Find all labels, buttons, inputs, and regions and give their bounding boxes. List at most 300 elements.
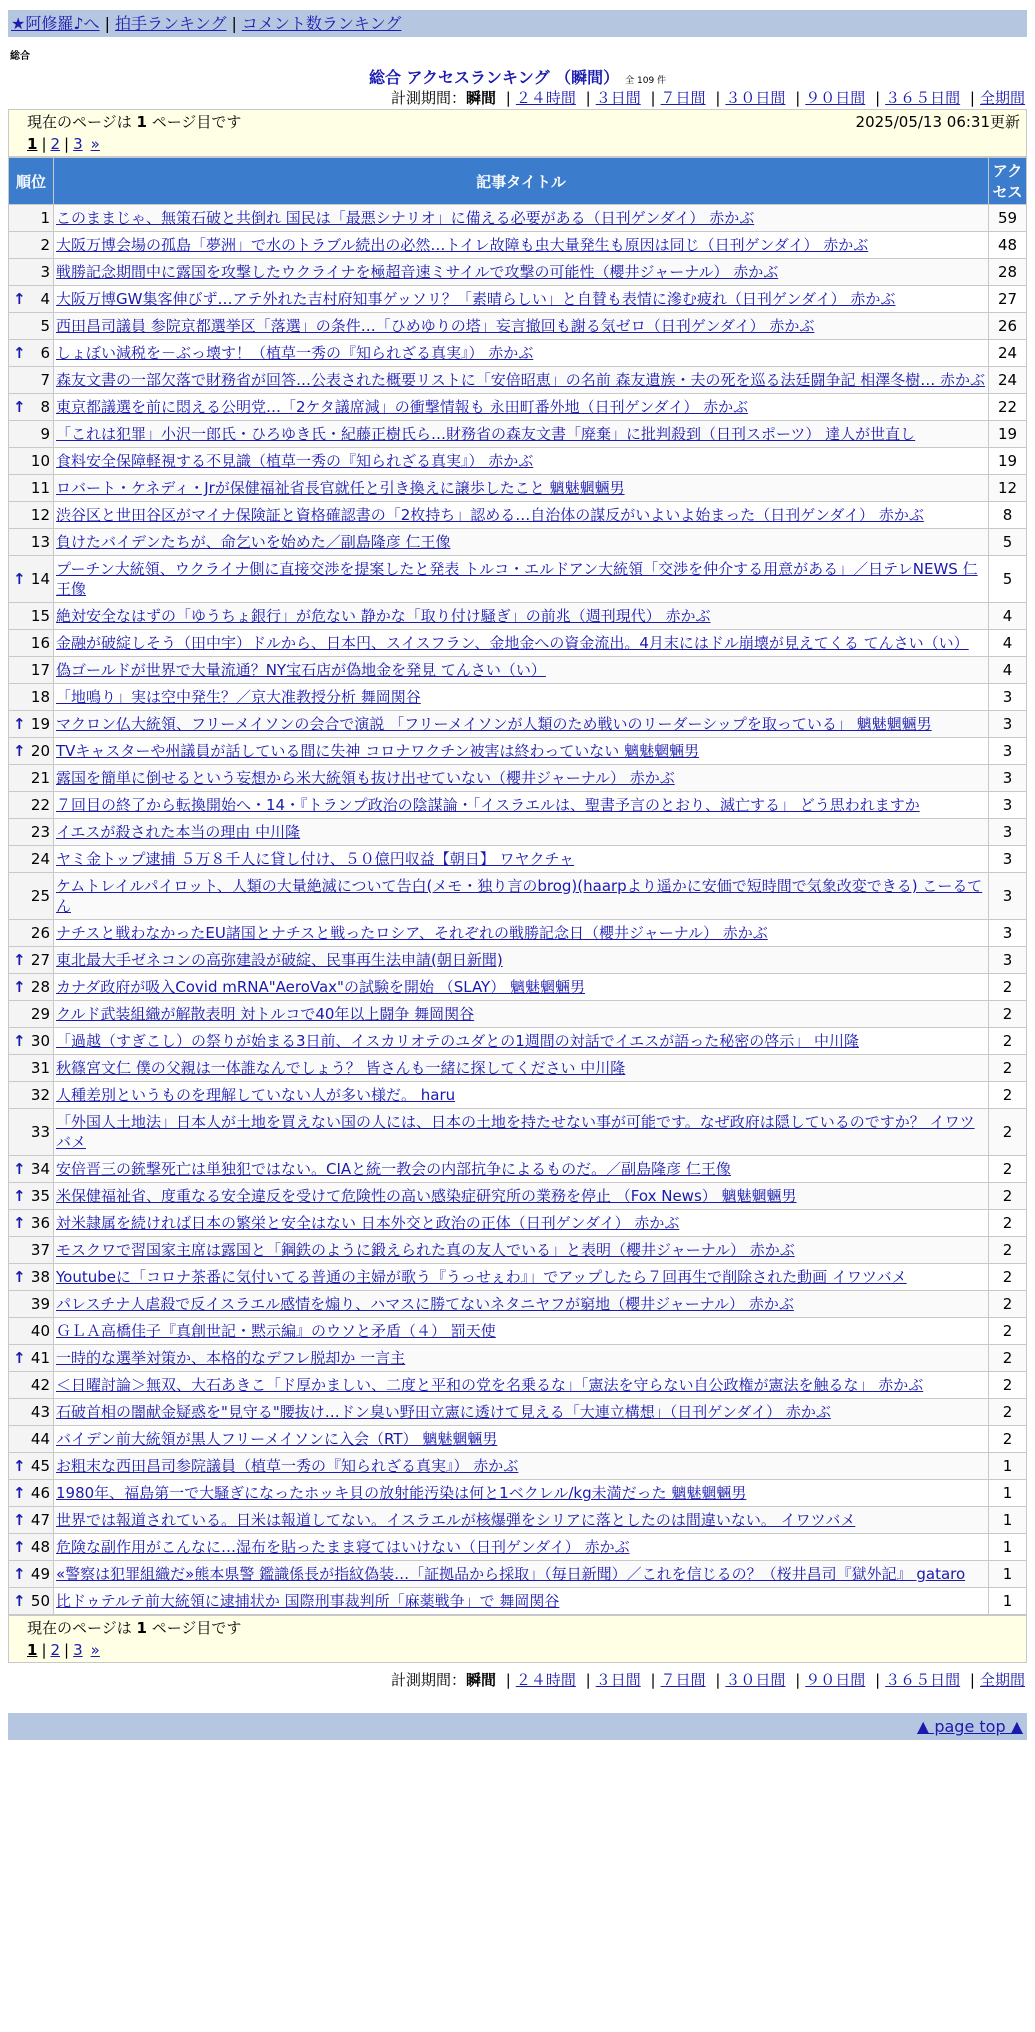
- access-count: 2: [989, 1156, 1027, 1183]
- article-title-link[interactable]: バイデン前大統領が黒人フリーメイソンに入会（RT） 魑魅魍魎男: [56, 1430, 498, 1448]
- rank-cell: [9, 1264, 54, 1291]
- rank-cell: [9, 684, 54, 711]
- rank-number: 1: [40, 209, 50, 227]
- rank-cell: [9, 920, 54, 947]
- table-row: [9, 529, 1027, 556]
- title-cell: [54, 1001, 989, 1028]
- rank-number: 39: [30, 1295, 50, 1313]
- access-count: 3: [989, 819, 1027, 846]
- period-3d-link[interactable]: ３日間: [595, 89, 641, 107]
- table-row: [9, 421, 1027, 448]
- access-count: 2: [989, 1372, 1027, 1399]
- access-count: 3: [989, 765, 1027, 792]
- article-title-link[interactable]: 渋谷区と世田谷区がマイナ保険証と資格確認書の「2枚持ち」認める…自治体の謀反がいよいよ始まった（日刊ゲンダイ） 赤かぶ: [56, 506, 924, 524]
- article-title-link[interactable]: マクロン仏大統領、フリーメイソンの会合で演説 「フリーメイソンが人類のため戦いのリーダーシップを取っている」 魑魅魍魎男: [56, 715, 932, 733]
- title-cell: [54, 765, 989, 792]
- table-row: [9, 1183, 1027, 1210]
- rank-up-arrow-icon: ↑: [13, 344, 26, 362]
- article-title-link[interactable]: ヤミ金トップ逮捕 ５万８千人に貸し付け、５０億円収益【朝日】 ワヤクチャ: [56, 850, 575, 868]
- access-count: 2: [989, 1237, 1027, 1264]
- rank-number: 40: [30, 1322, 50, 1340]
- article-title-link[interactable]: クルド武装組織が解散表明 対トルコで40年以上闘争 舞岡関谷: [56, 1005, 475, 1023]
- site-label: 総合: [10, 51, 30, 62]
- table-row: [9, 1082, 1027, 1109]
- table-row: [9, 313, 1027, 340]
- rank-number: 10: [30, 452, 50, 470]
- article-title-link[interactable]: 露国を簡単に倒せるという妄想から米大統領も抜け出せていない（櫻井ジャーナル） 赤かぶ: [56, 769, 675, 787]
- access-count: 2: [989, 1183, 1027, 1210]
- rank-up-arrow-icon: ↑: [13, 398, 26, 416]
- title-cell: [54, 1453, 989, 1480]
- access-count: 1: [989, 1507, 1027, 1534]
- access-count: 59: [989, 205, 1027, 232]
- rank-cell: [9, 313, 54, 340]
- article-title-link[interactable]: プーチン大統領、ウクライナ側に直接交渉を提案したと発表 トルコ・エルドアン大統領「交渉を仲介する用意がある」／日テレNEWS 仁王像: [56, 560, 978, 598]
- rank-cell: [9, 1426, 54, 1453]
- article-title-link[interactable]: 「過越（すぎこし）の祭りが始まる3日前、イスカリオテのユダとの1週間の対話でイエスが語った秘密の啓示」 中川隆: [56, 1032, 859, 1050]
- rank-cell: [9, 1399, 54, 1426]
- title-cell: [54, 1507, 989, 1534]
- rank-cell: [9, 1561, 54, 1588]
- rank-number: 32: [30, 1086, 50, 1104]
- rank-up-arrow-icon: ↑: [13, 1511, 26, 1529]
- rank-cell: [9, 421, 54, 448]
- title-cell: [54, 846, 989, 873]
- rank-number: 18: [30, 688, 50, 706]
- rank-cell: [9, 205, 54, 232]
- rank-cell: [9, 1588, 54, 1615]
- top-nav: ★阿修羅♪へ | 拍手ランキング | コメント数ランキング: [8, 10, 1027, 37]
- title-cell: [54, 1318, 989, 1345]
- period-30d-link[interactable]: ３０日間: [725, 1671, 786, 1689]
- rank-number: 37: [30, 1241, 50, 1259]
- title-cell: [54, 475, 989, 502]
- rank-number: 34: [30, 1160, 50, 1178]
- table-row: [9, 232, 1027, 259]
- table-row: [9, 1055, 1027, 1082]
- current-page-text-bottom: 現在のページは 1 ページ目です: [27, 1619, 242, 1637]
- table-row: [9, 205, 1027, 232]
- title-cell: [54, 1237, 989, 1264]
- access-count: 4: [989, 603, 1027, 630]
- table-row: [9, 819, 1027, 846]
- rank-number: 44: [30, 1430, 50, 1448]
- title-cell: [54, 259, 989, 286]
- access-count: 3: [989, 947, 1027, 974]
- rank-cell: [9, 1507, 54, 1534]
- access-count: 1: [989, 1561, 1027, 1588]
- rank-up-arrow-icon: ↑: [13, 742, 26, 760]
- article-title-link[interactable]: 西田昌司議員 参院京都選挙区「落選」の条件…「ひめゆりの塔」妄言撤回も謝る気ゼロ（日刊ゲンダイ） 赤かぶ: [56, 317, 815, 335]
- rank-cell: [9, 286, 54, 313]
- rank-cell: [9, 556, 54, 603]
- page-2-link[interactable]: 2: [50, 1641, 61, 1659]
- title-cell: [54, 1399, 989, 1426]
- article-title-link[interactable]: 秋篠宮文仁 僕の父親は一体誰なんでしょう？ 皆さんも一緒に探してください 中川隆: [56, 1059, 626, 1077]
- next-page-link[interactable]: »: [90, 135, 100, 153]
- rank-number: 23: [30, 823, 50, 841]
- access-count: 2: [989, 1318, 1027, 1345]
- title-cell: [54, 1345, 989, 1372]
- article-title-link[interactable]: カナダ政府が吸入Covid mRNA"AeroVax"の試験を開始 （SLAY） 魑魅魍魎男: [56, 978, 585, 996]
- rank-cell: [9, 1028, 54, 1055]
- access-count: 3: [989, 846, 1027, 873]
- nav-clap-ranking-link[interactable]: 拍手ランキング: [114, 14, 227, 33]
- period-365d-link[interactable]: ３６５日間: [885, 1671, 961, 1689]
- table-row: [9, 1291, 1027, 1318]
- rank-cell: [9, 1318, 54, 1345]
- access-count: 4: [989, 630, 1027, 657]
- rank-up-arrow-icon: ↑: [13, 951, 26, 969]
- article-title-link[interactable]: 偽ゴールドが世界で大量流通？NY宝石店が偽地金を発見 てんさい（い）: [56, 661, 546, 679]
- article-title-link[interactable]: パレスチナ人虐殺で反イスラエル感情を煽り、ハマスに勝てないネタニヤフが窮地（櫻井ジャーナル） 赤かぶ: [56, 1295, 794, 1313]
- table-row: [9, 286, 1027, 313]
- access-count: 28: [989, 259, 1027, 286]
- page-title-text: 総合 アクセスランキング （瞬間）: [368, 68, 620, 87]
- rank-cell: [9, 1210, 54, 1237]
- rank-cell: [9, 367, 54, 394]
- table-row: [9, 1318, 1027, 1345]
- rank-cell: [9, 630, 54, 657]
- title-cell: [54, 232, 989, 259]
- period-label: 計測期間：: [390, 89, 466, 107]
- access-count: 2: [989, 1426, 1027, 1453]
- rank-number: 47: [30, 1511, 50, 1529]
- rank-number: 14: [30, 570, 50, 588]
- title-cell: [54, 1109, 989, 1156]
- rank-number: 6: [40, 344, 50, 362]
- article-title-link[interactable]: 絶対安全なはずの「ゆうちょ銀行」が危ない 静かな「取り付け騒ぎ」の前兆（週刊現代） 赤かぶ: [56, 607, 711, 625]
- rank-number: 24: [30, 850, 50, 868]
- rank-cell: [9, 340, 54, 367]
- access-count: 24: [989, 367, 1027, 394]
- rank-up-arrow-icon: ↑: [13, 570, 26, 588]
- article-title-link[interactable]: ロバート・ケネディ・Jrが保健福祉省長官就任と引き換えに譲歩したこと 魑魅魍魎男: [56, 479, 625, 497]
- access-count: 3: [989, 711, 1027, 738]
- rank-number: 27: [30, 951, 50, 969]
- article-title-link[interactable]: 比ドゥテルテ前大統領に逮捕状か 国際刑事裁判所「麻薬戦争」で 舞岡関谷: [56, 1592, 560, 1610]
- table-row: [9, 1534, 1027, 1561]
- rank-cell: [9, 502, 54, 529]
- period-7d-link[interactable]: ７日間: [660, 89, 706, 107]
- article-title-link[interactable]: 1980年、福島第一で大騒ぎになったホッキ貝の放射能汚染は何と1ベクレル/kg未満だった 魑魅魍魎男: [56, 1484, 747, 1502]
- article-title-link[interactable]: お粗末な西田昌司参院議員（植草一秀の『知られざる真実』） 赤かぶ: [56, 1457, 519, 1475]
- article-title-link[interactable]: ナチスと戦わなかったEU諸国とナチスと戦ったロシア、それぞれの戦勝記念日（櫻井ジャーナル） 赤かぶ: [56, 924, 768, 942]
- title-cell: [54, 630, 989, 657]
- rank-number: 7: [40, 371, 50, 389]
- title-cell: [54, 792, 989, 819]
- article-title-link[interactable]: TVキャスターや州議員が話している間に失神 コロナワクチン被害は終わっていない 魑魅魍魎男: [56, 742, 700, 760]
- article-title-link[interactable]: 石破首相の闇献金疑惑を"見守る"腰抜け…ドン臭い野田立憲に透けて見える「大連立構想」（日刊ゲンダイ） 赤かぶ: [56, 1403, 831, 1421]
- period-30d-link[interactable]: ３０日間: [725, 89, 786, 107]
- article-title-link[interactable]: 人種差別というものを理解していない人が多い様だ。 haru: [56, 1086, 456, 1104]
- article-title-link[interactable]: モスクワで習国家主席は露国と「鋼鉄のように鍛えられた真の友人でいる」と表明（櫻井ジャーナル） 赤かぶ: [56, 1241, 795, 1259]
- rank-cell: [9, 974, 54, 1001]
- article-title-link[interactable]: 森友文書の一部欠落で財務省が回答…公表された概要リストに「安倍昭恵」の名前 森友遺族・夫の死を巡る法廷闘争記 相澤冬樹… 赤かぶ: [56, 371, 986, 389]
- rank-number: 15: [30, 607, 50, 625]
- title-cell: [54, 1534, 989, 1561]
- rank-cell: [9, 603, 54, 630]
- rank-up-arrow-icon: ↑: [13, 1457, 26, 1475]
- period-3d-link[interactable]: ３日間: [595, 1671, 641, 1689]
- rank-up-arrow-icon: ↑: [13, 1565, 26, 1583]
- rank-number: 38: [30, 1268, 50, 1286]
- title-cell: [54, 1480, 989, 1507]
- page-1-link[interactable]: 1: [27, 1641, 38, 1659]
- article-title-link[interactable]: Youtubeに「コロナ茶番に気付いてる普通の主婦が歌う『うっせぇわ』」でアップしたら７回再生で削除された動画 イワツバメ: [56, 1268, 907, 1286]
- rank-number: 3: [40, 263, 50, 281]
- article-title-link[interactable]: ケムトレイルパイロット、人類の大量絶滅について告白(メモ・独り言のbrog)(haarpより遥かに安価で短時間で気象改変できる) こーるてん: [56, 877, 983, 915]
- table-row: [9, 1507, 1027, 1534]
- rank-cell: [9, 394, 54, 421]
- article-title-link[interactable]: 米保健福祉省、度重なる安全違反を受けて危険性の高い感染症研究所の業務を停止 （Fox News） 魑魅魍魎男: [56, 1187, 797, 1205]
- article-title-link[interactable]: 戦勝記念期間中に露国を攻撃したウクライナを極超音速ミサイルで攻撃の可能性（櫻井ジャーナル） 赤かぶ: [56, 263, 779, 281]
- access-count: 1: [989, 1588, 1027, 1615]
- article-title-link[interactable]: ＜日曜討論＞無双、大石あきこ「ド厚かましい、二度と平和の党を名乗るな」「憲法を守らない自公政権が憲法を触るな」 赤かぶ: [56, 1376, 924, 1394]
- article-title-link[interactable]: 大阪万博GW集客伸びず…アテ外れた吉村府知事ゲッソリ？「素晴らしい」と自賛も表情に滲む疲れ（日刊ゲンダイ） 赤かぶ: [56, 290, 896, 308]
- access-count: 3: [989, 920, 1027, 947]
- access-count: 2: [989, 1210, 1027, 1237]
- table-row: [9, 1028, 1027, 1055]
- rank-number: 2: [40, 236, 50, 254]
- title-cell: [54, 1156, 989, 1183]
- rank-cell: [9, 657, 54, 684]
- title-cell: [54, 1588, 989, 1615]
- table-row: [9, 1453, 1027, 1480]
- title-cell: [54, 1426, 989, 1453]
- article-title-link[interactable]: 大阪万博会場の孤島「夢洲」で水のトラブル続出の必然…トイレ故障も虫大量発生も原因は同じ（日刊ゲンダイ） 赤かぶ: [56, 236, 869, 254]
- rank-up-arrow-icon: ↑: [13, 978, 26, 996]
- rank-number: 22: [30, 796, 50, 814]
- title-cell: [54, 205, 989, 232]
- table-row: [9, 684, 1027, 711]
- period-7d-link[interactable]: ７日間: [660, 1671, 706, 1689]
- article-title-link[interactable]: 世界では報道されている。日米は報道してない。イスラエルが核爆弾をシリアに落としたのは間違いない。 イワツバメ: [56, 1511, 856, 1529]
- access-count: 2: [989, 1345, 1027, 1372]
- table-row: [9, 603, 1027, 630]
- title-cell: [54, 421, 989, 448]
- total-count: 全 109 件: [625, 76, 667, 86]
- table-row: [9, 502, 1027, 529]
- period-90d-link[interactable]: ９０日間: [805, 89, 866, 107]
- rank-cell: [9, 947, 54, 974]
- rank-number: 8: [40, 398, 50, 416]
- pagination-top: 1 | 2 | 3 »: [27, 135, 100, 153]
- col-title-header: 記事タイトル: [54, 158, 989, 205]
- updated-timestamp: 2025/05/13 06:31更新: [855, 113, 1020, 131]
- rank-number: 45: [30, 1457, 50, 1475]
- access-count: 26: [989, 313, 1027, 340]
- rank-cell: [9, 1109, 54, 1156]
- article-title-link[interactable]: 金融が破綻しそう（田中宇）ドルから、日本円、スイスフラン、金地金への資金流出。4月末にはドル崩壊が見えてくる てんさい（い）: [56, 634, 969, 652]
- title-cell: [54, 448, 989, 475]
- access-count: 3: [989, 792, 1027, 819]
- table-row: [9, 340, 1027, 367]
- access-count: 2: [989, 1055, 1027, 1082]
- title-cell: [54, 313, 989, 340]
- access-count: 4: [989, 657, 1027, 684]
- rank-up-arrow-icon: ↑: [13, 1160, 26, 1178]
- access-count: 22: [989, 394, 1027, 421]
- table-row: [9, 475, 1027, 502]
- access-count: 2: [989, 974, 1027, 1001]
- article-title-link[interactable]: 対米隷属を続ければ日本の繁栄と安全はない 日本外交と政治の正体（日刊ゲンダイ） 赤かぶ: [56, 1214, 680, 1232]
- rank-cell: [9, 1156, 54, 1183]
- article-title-link[interactable]: 東北最大手ゼネコンの高弥建設が破綻、民事再生法申請(朝日新聞): [56, 951, 503, 969]
- table-row: [9, 556, 1027, 603]
- access-count: 19: [989, 421, 1027, 448]
- article-title-link[interactable]: 一時的な選挙対策か、本格的なデフレ脱却か 一言主: [56, 1349, 406, 1367]
- access-count: 2: [989, 1028, 1027, 1055]
- access-count: 2: [989, 1001, 1027, 1028]
- next-page-link[interactable]: »: [90, 1641, 100, 1659]
- rank-number: 5: [40, 317, 50, 335]
- current-page-text: 現在のページは 1 ページ目です: [27, 113, 242, 131]
- rank-number: 19: [30, 715, 50, 733]
- article-title-link[interactable]: このままじゃ、無策石破と共倒れ 国民は「最悪シナリオ」に備える必要がある（日刊ゲンダイ） 赤かぶ: [56, 209, 755, 227]
- title-cell: [54, 394, 989, 421]
- table-row: [9, 974, 1027, 1001]
- page-title: [8, 65, 1027, 87]
- rank-up-arrow-icon: ↑: [13, 715, 26, 733]
- title-cell: [54, 873, 989, 920]
- table-row: [9, 792, 1027, 819]
- bottom-bar: [8, 1713, 1027, 1740]
- article-title-link[interactable]: しょぼい減税を－ぶっ壊す！（植草一秀の『知られざる真実』） 赤かぶ: [56, 344, 534, 362]
- article-title-link[interactable]: イエスが殺された本当の理由 中川隆: [56, 823, 301, 841]
- title-cell: [54, 684, 989, 711]
- table-row: [9, 920, 1027, 947]
- period-selector-bottom: 計測期間：瞬間 | ２４時間 | ３日間 | ７日間 | ３０日間 | ９０日間 | ３６５日間 | 全期間: [390, 1671, 1025, 1689]
- period-all-link[interactable]: 全期間: [979, 1671, 1025, 1689]
- rank-number: 20: [30, 742, 50, 760]
- rank-up-arrow-icon: ↑: [13, 290, 26, 308]
- rank-cell: [9, 475, 54, 502]
- rank-number: 41: [30, 1349, 50, 1367]
- rank-number: 16: [30, 634, 50, 652]
- title-cell: [54, 974, 989, 1001]
- rank-cell: [9, 529, 54, 556]
- period-current: 瞬間: [465, 89, 496, 107]
- rank-number: 50: [30, 1592, 50, 1610]
- table-row: [9, 1264, 1027, 1291]
- page-2-link[interactable]: 2: [50, 135, 61, 153]
- rank-number: 28: [30, 978, 50, 996]
- article-title-link[interactable]: 「地鳴り」実は空中発生？／京大准教授分析 舞岡関谷: [56, 688, 421, 706]
- page-1-link[interactable]: 1: [27, 135, 38, 153]
- table-row: [9, 394, 1027, 421]
- table-row: [9, 711, 1027, 738]
- page-top-link[interactable]: ▲ page top ▲: [916, 1717, 1023, 1736]
- access-count: 2: [989, 1291, 1027, 1318]
- rank-number: 48: [30, 1538, 50, 1556]
- rank-cell: [9, 1183, 54, 1210]
- table-row: [9, 738, 1027, 765]
- rank-cell: [9, 1291, 54, 1318]
- page-3-link[interactable]: 3: [73, 135, 83, 153]
- page-info-bottom: [8, 1615, 1027, 1663]
- rank-up-arrow-icon: ↑: [13, 1538, 26, 1556]
- table-row: [9, 630, 1027, 657]
- period-24h-link[interactable]: ２４時間: [515, 1671, 576, 1689]
- rank-number: 29: [30, 1005, 50, 1023]
- table-row: [9, 947, 1027, 974]
- rank-number: 42: [30, 1376, 50, 1394]
- rank-number: 31: [30, 1059, 50, 1077]
- col-rank-header: 順位: [9, 158, 54, 205]
- article-title-link[interactable]: ＧＬＡ高橋佳子『真創世記・黙示編』のウソと矛盾（４） 罰天使: [56, 1322, 496, 1340]
- period-365d-link[interactable]: ３６５日間: [885, 89, 961, 107]
- table-row: [9, 448, 1027, 475]
- pagination-bottom: 1 | 2 | 3 »: [27, 1641, 100, 1659]
- article-title-link[interactable]: 東京都議選を前に悶える公明党…「2ケタ議席減」の衝撃情報も 永田町番外地（日刊ゲンダイ） 赤かぶ: [56, 398, 749, 416]
- rank-cell: [9, 846, 54, 873]
- access-count: 48: [989, 232, 1027, 259]
- access-count: 19: [989, 448, 1027, 475]
- rank-cell: [9, 711, 54, 738]
- access-count: 3: [989, 738, 1027, 765]
- article-title-link[interactable]: 「外国人土地法」日本人が土地を買えない国の人には、日本の土地を持たせない事が可能です。なぜ政府は隠しているのですか？ イワツバメ: [56, 1113, 975, 1151]
- title-cell: [54, 1372, 989, 1399]
- article-title-link[interactable]: «警察は犯罪組織だ»熊本県警 鑑識係長が指紋偽装…「証拠品から採取」（毎日新聞）／これを信じるの？（桜井昌司『獄外記』 gataro: [56, 1565, 966, 1583]
- rank-number: 11: [30, 479, 50, 497]
- nav-comment-ranking-link[interactable]: コメント数ランキング: [241, 14, 402, 33]
- article-title-link[interactable]: 負けたバイデンたちが、命乞いを始めた／副島隆彦 仁王像: [56, 533, 451, 551]
- rank-up-arrow-icon: ↑: [13, 1349, 26, 1367]
- nav-home-link[interactable]: ★阿修羅♪へ: [11, 14, 100, 33]
- period-all-link[interactable]: 全期間: [979, 89, 1025, 107]
- title-cell: [54, 502, 989, 529]
- access-count: 1: [989, 1534, 1027, 1561]
- rank-cell: [9, 792, 54, 819]
- article-title-link[interactable]: 食料安全保障軽視する不見識（植草一秀の『知られざる真実』） 赤かぶ: [56, 452, 534, 470]
- table-row: [9, 259, 1027, 286]
- table-row: [9, 657, 1027, 684]
- rank-cell: [9, 232, 54, 259]
- table-row: [9, 1156, 1027, 1183]
- title-cell: [54, 711, 989, 738]
- article-title-link[interactable]: 「これは犯罪」小沢一郎氏・ひろゆき氏・紀藤正樹氏ら…財務省の森友文書「廃棄」に批判殺到（日刊スポーツ） 達人が世直し: [56, 425, 916, 443]
- table-row: [9, 1480, 1027, 1507]
- access-count: 3: [989, 684, 1027, 711]
- rank-up-arrow-icon: ↑: [13, 1032, 26, 1050]
- period-24h-link[interactable]: ２４時間: [515, 89, 576, 107]
- table-row: [9, 1237, 1027, 1264]
- table-row: [9, 873, 1027, 920]
- rank-up-arrow-icon: ↑: [13, 1268, 26, 1286]
- access-count: 2: [989, 1082, 1027, 1109]
- article-title-link[interactable]: ７回目の終了から転換開始へ・14・『トランプ政治の陰謀論・「イスラエルは、聖書予言のとおり、滅亡する」 どう思われますか: [56, 796, 920, 814]
- title-cell: [54, 1210, 989, 1237]
- rank-number: 21: [30, 769, 50, 787]
- article-title-link[interactable]: 危険な副作用がこんなに…湿布を貼ったまま寝てはいけない（日刊ゲンダイ） 赤かぶ: [56, 1538, 630, 1556]
- rank-up-arrow-icon: ↑: [13, 1484, 26, 1502]
- rank-cell: [9, 765, 54, 792]
- page-3-link[interactable]: 3: [73, 1641, 83, 1659]
- title-cell: [54, 1082, 989, 1109]
- rank-cell: [9, 1237, 54, 1264]
- rank-cell: [9, 1480, 54, 1507]
- rank-number: 12: [30, 506, 50, 524]
- article-title-link[interactable]: 安倍晋三の銃撃死亡は単独犯ではない。CIAと統一教会の内部抗争によるものだ。／副島隆彦 仁王像: [56, 1160, 731, 1178]
- period-90d-link[interactable]: ９０日間: [805, 1671, 866, 1689]
- table-row: [9, 1399, 1027, 1426]
- rank-cell: [9, 873, 54, 920]
- access-count: 1: [989, 1480, 1027, 1507]
- rank-cell: [9, 1453, 54, 1480]
- access-count: 12: [989, 475, 1027, 502]
- rank-number: 9: [40, 425, 50, 443]
